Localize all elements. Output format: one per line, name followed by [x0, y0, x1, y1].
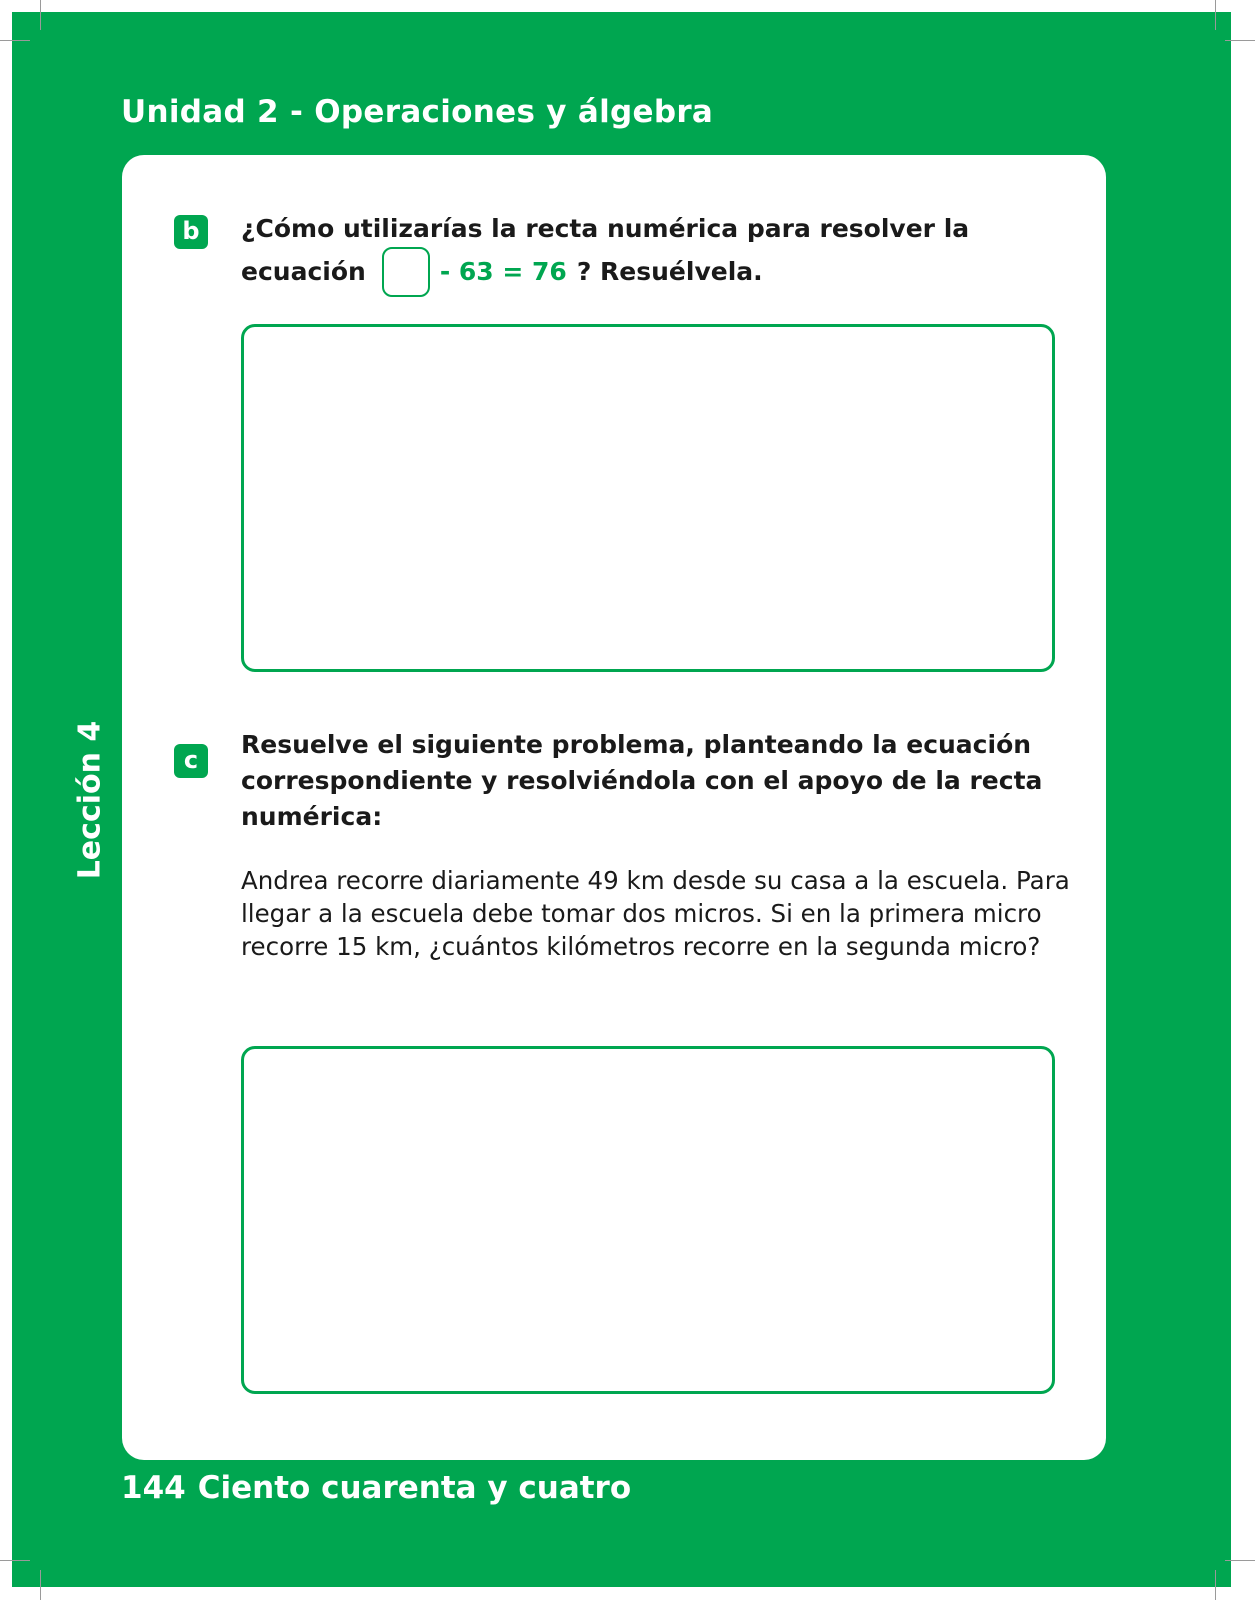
- equation-rest: - 63 = 76: [439, 257, 567, 286]
- question-b-line1: ¿Cómo utilizarías la recta numérica para resolver la: [241, 214, 970, 243]
- page-number: 144: [121, 1470, 186, 1506]
- crop-mark: [0, 1560, 30, 1561]
- question-c-prompt-line: correspondiente y resolviéndola con el apoyo de la recta: [241, 766, 1043, 795]
- question-b-line2-suffix: ? Resuélvela.: [576, 257, 763, 286]
- crop-mark: [1225, 40, 1255, 41]
- crop-mark: [40, 1570, 41, 1600]
- crop-mark: [1225, 1560, 1255, 1561]
- page-footer: [121, 1470, 631, 1506]
- question-b-equation-row: [241, 247, 763, 297]
- exercise-card: [122, 155, 1106, 1460]
- equation-blank-box[interactable]: [382, 247, 430, 297]
- crop-mark: [1215, 0, 1216, 30]
- word-problem-line: Andrea recorre diariamente 49 km desde su casa a la escuela. Para: [241, 866, 1070, 895]
- answer-box-b[interactable]: [241, 324, 1055, 672]
- question-c-prompt-line: numérica:: [241, 802, 383, 831]
- answer-box-c[interactable]: [241, 1046, 1055, 1394]
- crop-mark: [0, 40, 30, 41]
- page-number-words: Ciento cuarenta y cuatro: [197, 1470, 632, 1506]
- unit-title: Unidad 2 - Operaciones y álgebra: [121, 94, 714, 130]
- question-c-prompt-line: Resuelve el siguiente problema, planteando la ecuación: [241, 730, 1032, 759]
- word-problem-line: llegar a la escuela debe tomar dos micros. Si en la primera micro: [241, 899, 1042, 928]
- lesson-label: Lección 4: [72, 720, 108, 880]
- crop-mark: [40, 0, 41, 30]
- crop-mark: [1215, 1570, 1216, 1600]
- word-problem-line: recorre 15 km, ¿cuántos kilómetros recorre en la segunda micro?: [241, 932, 1041, 961]
- question-b-badge: b: [174, 215, 208, 249]
- question-b-line2-prefix: ecuación: [241, 257, 366, 286]
- question-c-badge: c: [174, 744, 208, 778]
